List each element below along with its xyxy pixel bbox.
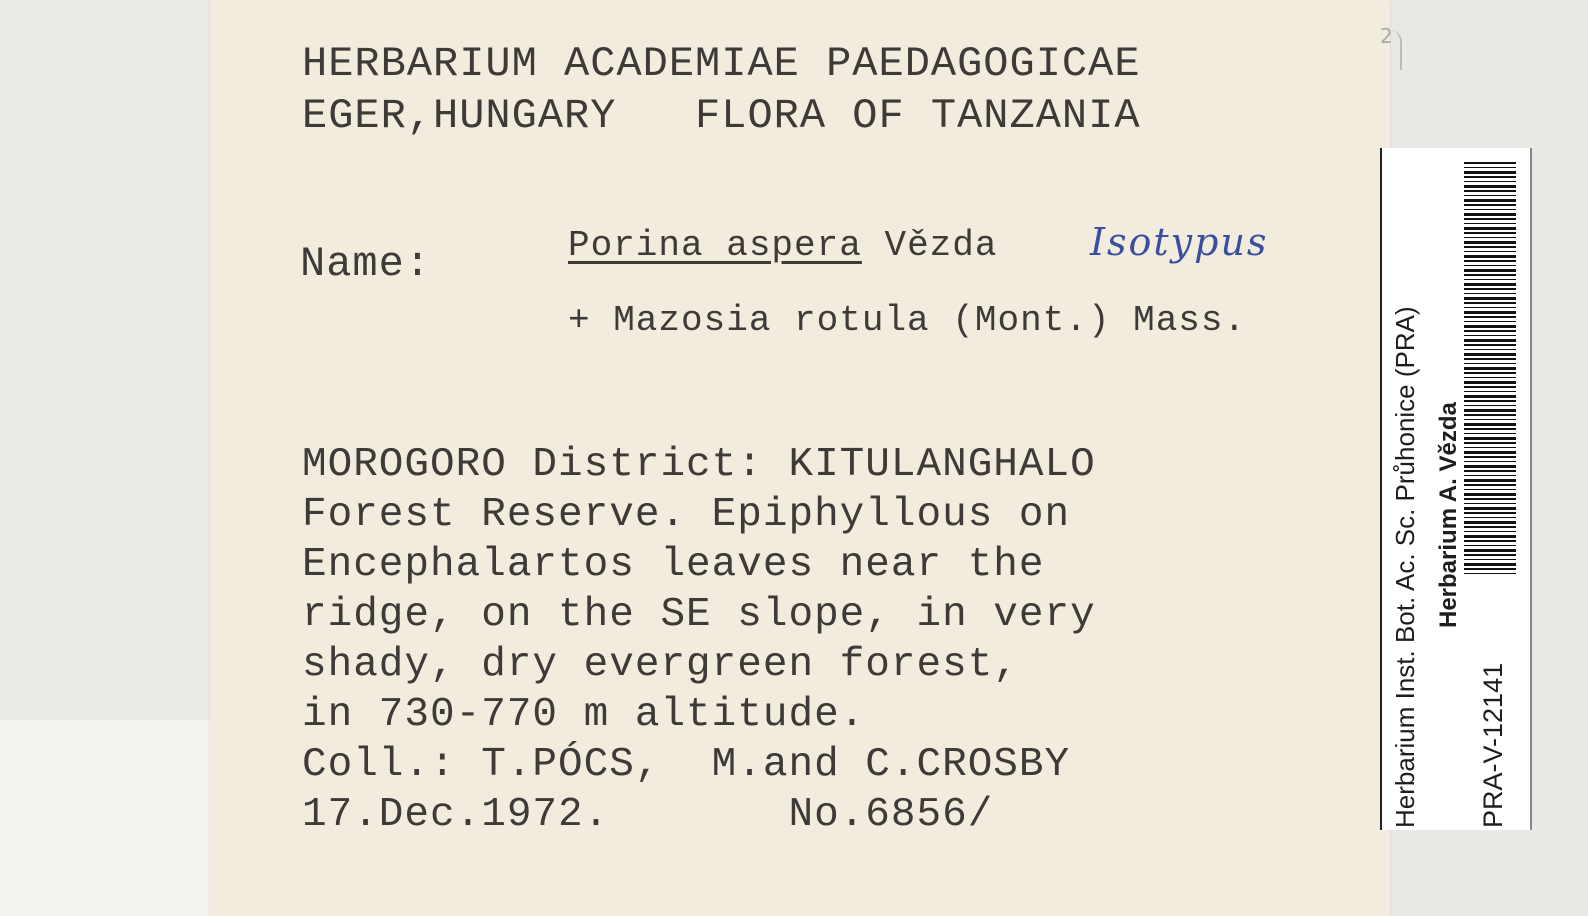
curator-collection-text: Herbarium A. Vězda <box>1435 402 1462 628</box>
background-left-lower <box>0 720 220 916</box>
locality-line: ridge, on the SE slope, in very <box>302 592 1096 638</box>
date-number-line: 17.Dec.1972. No.6856/ <box>302 792 994 838</box>
taxon-name <box>568 225 997 266</box>
pencil-mark <box>1378 24 1402 70</box>
name-label: Name: <box>300 240 432 288</box>
specimen-id: PRA-V-12141 <box>1478 662 1508 828</box>
institution-text: Herbarium Inst. Bot. Ac. Sc. Průhonice (PRA) <box>1390 306 1420 828</box>
locality-line: shady, dry evergreen forest, <box>302 642 1019 688</box>
barcode <box>1464 162 1516 574</box>
header-line-1: HERBARIUM ACADEMIAE PAEDAGOGICAE <box>302 40 1141 88</box>
pencil-mark-text: 2 <box>1380 24 1393 48</box>
header-line-2: EGER,HUNGARY FLORA OF TANZANIA <box>302 92 1141 140</box>
taxon-name-underlined: Porina aspera <box>568 225 862 266</box>
locality-line: Forest Reserve. Epiphyllous on <box>302 492 1071 538</box>
isotypus-annotation: Isotypus <box>1090 220 1269 264</box>
taxon-secondary: + Mazosia rotula (Mont.) Mass. <box>568 300 1247 341</box>
locality-line: in 730-770 m altitude. <box>302 692 866 738</box>
locality-line: MOROGORO District: KITULANGHALO <box>302 442 1096 488</box>
locality-line: Encephalartos leaves near the <box>302 542 1045 588</box>
collector-line: Coll.: T.PÓCS, M.and C.CROSBY <box>302 742 1071 788</box>
taxon-author: Vězda <box>861 225 998 266</box>
